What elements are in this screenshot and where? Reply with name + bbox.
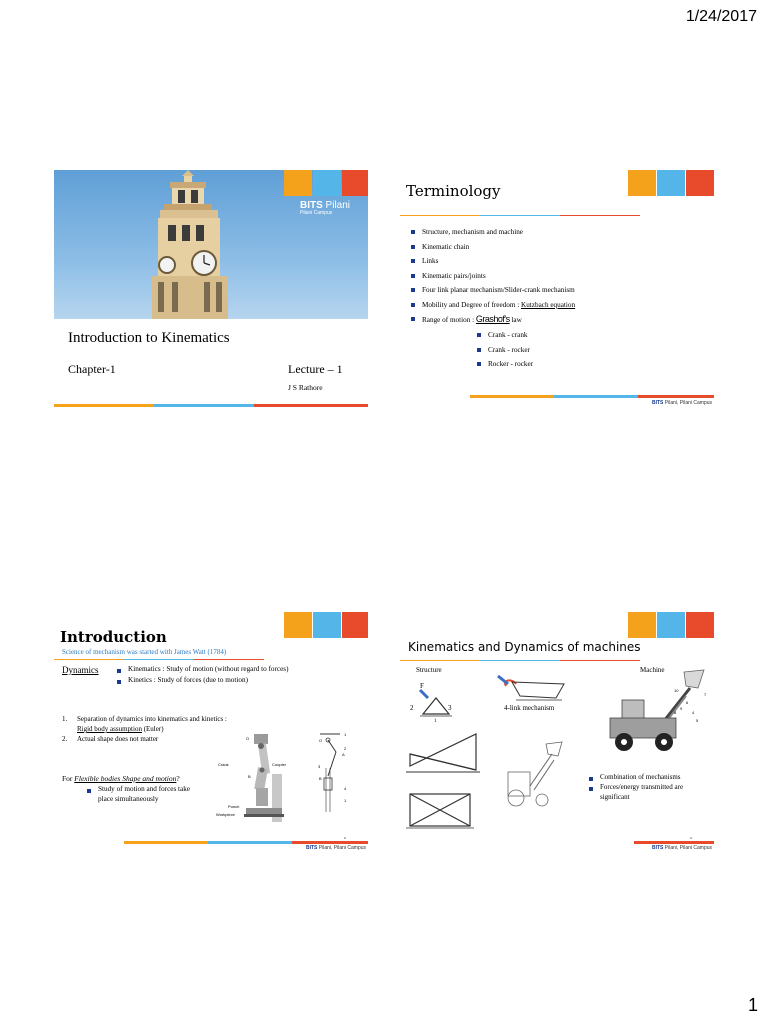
- slide-3-number: 3: [344, 836, 346, 840]
- list-item: Range of motion : Grashof's law: [410, 312, 700, 328]
- list-item: Combination of mechanisms: [588, 772, 708, 782]
- wheel-loader-figure: [600, 666, 710, 756]
- list-item: Structure, mechanism and machine: [410, 225, 700, 240]
- four-link-label: 4-link mechanism: [504, 704, 555, 712]
- list-item: Links: [410, 254, 700, 269]
- list-item: Kinetics : Study of forces (due to motion): [116, 675, 366, 686]
- slide-4-number: 4: [690, 836, 692, 840]
- page-number: 1: [747, 995, 758, 1015]
- fig-label: 1: [344, 798, 347, 803]
- slide-3-heading: Introduction: [60, 628, 167, 646]
- loader-linkage-drawing: [500, 738, 570, 808]
- fig-label: 10: [674, 688, 679, 693]
- terminology-list: [410, 225, 700, 328]
- author-name: J S Rathore: [288, 383, 323, 392]
- dynamics-label: Dynamics: [62, 665, 99, 675]
- dynamics-list: [116, 664, 366, 686]
- fig-label: 5: [696, 718, 699, 723]
- braced-frame-figure: [406, 790, 478, 830]
- slide-4-heading: Kinematics and Dynamics of machines: [408, 640, 641, 654]
- slide-1-title: [54, 170, 368, 410]
- fig-label: A: [342, 752, 345, 757]
- fig-label: 1: [344, 732, 347, 737]
- flexible-bodies-line: For Flexible bodies Shape and motion?: [62, 774, 180, 783]
- slide-4-kinematics-dynamics: [400, 612, 714, 852]
- fig-label: 6: [686, 700, 689, 705]
- slide-4-color-tabs: [628, 612, 714, 638]
- slide-2-color-tabs: [628, 170, 714, 196]
- chapter-label: Chapter-1: [68, 362, 116, 376]
- list-item: Kinematic pairs/joints: [410, 269, 700, 284]
- slide-2-terminology: [400, 170, 714, 410]
- fig-label: O: [246, 736, 250, 741]
- force-label: F: [420, 682, 424, 690]
- note-1-detail: Rigid body assumption (Euler): [77, 725, 164, 733]
- slide-3-subtitle: Science of mechanism was started with James Watt (1784): [62, 648, 227, 656]
- truss-structure-figure: [406, 674, 456, 734]
- punch-press-figure: [214, 730, 314, 830]
- note-1: 1. Separation of dynamics into kinematics and kinetics :: [62, 715, 227, 723]
- fig-label: 9: [680, 706, 683, 711]
- fig-label: 3: [318, 764, 321, 769]
- fig-label: B: [248, 774, 251, 779]
- fig-label: O: [319, 738, 323, 743]
- flexible-list: [86, 784, 206, 804]
- four-bar-linkage-figure: [404, 730, 484, 776]
- fig-label: 4: [692, 710, 695, 715]
- list-item: Four link planar mechanism/Slider-crank mechanism: [410, 283, 700, 298]
- fig-label: 7: [704, 692, 707, 697]
- numbered-notes: [62, 714, 232, 744]
- member-label: 1: [434, 719, 437, 724]
- bits-logo: BITS Pilani Pilani Campus: [300, 200, 351, 216]
- fig-label: Crank: [218, 762, 229, 767]
- list-item: Kinematics : Study of motion (without regard to forces): [116, 664, 366, 675]
- fig-label: 2: [344, 746, 347, 751]
- machine-bullets: [588, 772, 708, 802]
- slide-3-introduction: [54, 612, 368, 852]
- list-item: Crank - crank: [476, 328, 676, 343]
- list-item: Study of motion and forces take place simultaneously: [86, 784, 206, 804]
- fig-label: Punch: [228, 804, 240, 809]
- note-2: 2. Actual shape does not matter: [62, 735, 159, 743]
- list-item: Kinematic chain: [410, 240, 700, 255]
- slide-3-footer: BITS Pilani, Pilani Campus: [306, 845, 367, 851]
- slide-1-color-tabs: [284, 170, 368, 196]
- fig-label: Workpiece: [216, 812, 235, 817]
- list-item: Forces/energy transmitted are significant: [588, 782, 708, 802]
- slide-1-heading: Introduction to Kinematics: [68, 330, 230, 346]
- fig-label: 4: [344, 786, 347, 791]
- list-item: Crank - rocker: [476, 343, 676, 358]
- slide-3-color-tabs: [284, 612, 368, 638]
- slide-2-footer: BITS Pilani, Pilani Campus: [652, 400, 713, 406]
- fig-label: B: [319, 776, 322, 781]
- slide-1-photo: [54, 170, 368, 319]
- slide-2-heading: Terminology: [406, 182, 501, 200]
- machine-label: Machine: [640, 666, 665, 674]
- fig-label: Coupler: [272, 762, 287, 767]
- slider-crank-figure: [316, 728, 356, 818]
- member-label: 3: [448, 704, 452, 712]
- slide-4-footer: BITS Pilani, Pilani Campus: [652, 845, 713, 851]
- list-item: Rocker - rocker: [476, 357, 676, 372]
- page-date: 1/24/2017: [685, 8, 757, 25]
- member-label: 2: [410, 704, 414, 712]
- fig-label: 8: [674, 710, 677, 715]
- structure-label: Structure: [416, 666, 442, 674]
- list-item: Mobility and Degree of freedom : Kutzbach equation: [410, 298, 700, 313]
- lecture-label: Lecture – 1: [288, 362, 343, 376]
- grashof-sub-list: [476, 328, 676, 372]
